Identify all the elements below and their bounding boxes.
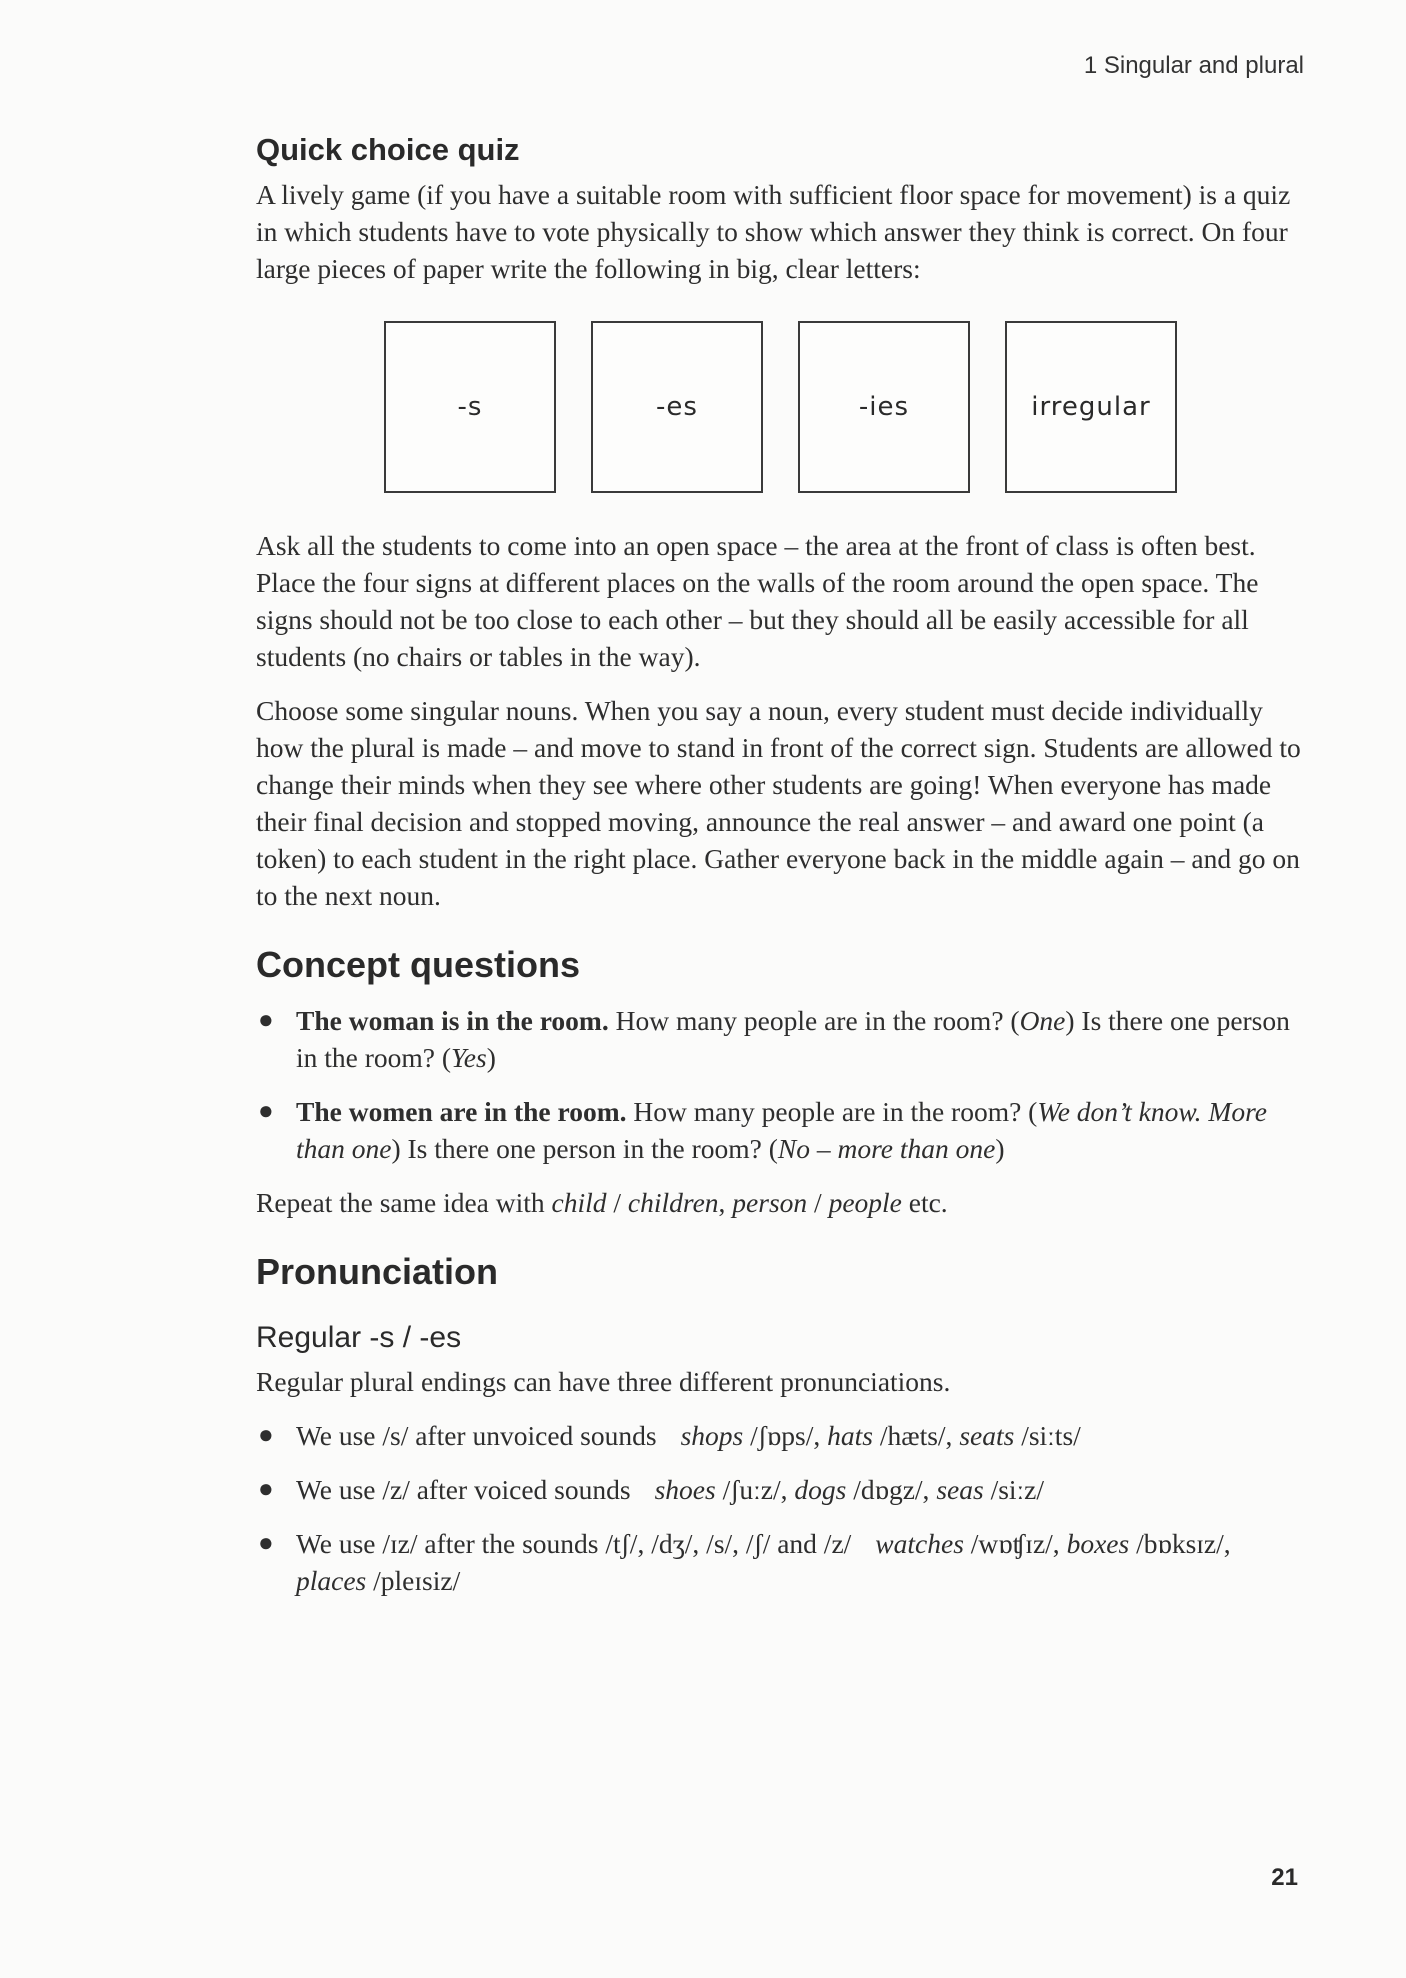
list-item: ● We use /ɪz/ after the sounds /tʃ/, /dʒ/, /s/, /ʃ/ and /z/ watches /wɒʧɪz/, boxes /bɒksɪz/, places /pleɪsiz/ [256,1525,1306,1599]
regular-s-es-heading: Regular -s / -es [256,1321,462,1354]
bullet-icon: ● [258,1420,274,1449]
quick-quiz-heading: Quick choice quiz [256,132,520,167]
list-item: ● We use /z/ after voiced sounds shoes /ʃuːz/, dogs /dɒgz/, seas /siːz/ [256,1471,1306,1508]
sign-card-ies: -ies [798,321,970,493]
bullet-icon: ● [258,1096,274,1125]
list-item: ● We use /s/ after unvoiced sounds shops /ʃɒps/, hats /hæts/, seats /siːts/ [256,1417,1306,1454]
page-number: 21 [1271,1864,1298,1891]
list-item: ● The women are in the room. How many people are in the room? (We don’t know. More than one) Is there one person in the room? (No – more than one) [256,1093,1306,1167]
sign-card-irregular: irregular [1005,321,1177,493]
quick-quiz-paragraph-1: Ask all the students to come into an open space – the area at the front of class is often best. Place the four signs at different places on the walls of the room around the open space. The signs should not be too close to each other – but they should all be easily accessible for all students (no chairs or tables in the way). [256,530,1259,672]
pronunciation-heading: Pronunciation [256,1251,498,1292]
pronunciation-list [256,1417,1306,1599]
sign-cards [384,321,1306,493]
quick-quiz-intro: A lively game (if you have a suitable room with sufficient floor space for movement) is a quiz in which students have to vote physically to show which answer they think is correct. On four large pieces of paper write the following in big, clear letters: [256,179,1291,284]
bullet-icon: ● [258,1528,274,1557]
list-item: ● The woman is in the room. How many people are in the room? (One) Is there one person in the room? (Yes) [256,1002,1306,1076]
quick-quiz-paragraph-2: Choose some singular nouns. When you say a noun, every student must decide individually how the plural is made – and move to stand in front of the correct sign. Students are allowed to change their minds when they see where other students are going! When everyone has made their final decision and stopped moving, announce the real answer – and award one point (a token) to each student in the right place. Gather everyone back in the middle again – and go on to the next noun. [256,695,1301,911]
page-content [256,132,1306,1616]
repeat-paragraph: Repeat the same idea with child / children, person / people etc. [256,1187,948,1218]
bullet-icon: ● [258,1005,274,1034]
concept-questions-list [256,1002,1306,1167]
running-head: 1 Singular and plural [1083,52,1304,79]
pronunciation-intro: Regular plural endings can have three different pronunciations. [256,1366,951,1397]
bullet-icon: ● [258,1474,274,1503]
concept-questions-heading: Concept questions [256,944,581,985]
sign-card-s: -s [384,321,556,493]
sign-card-es: -es [591,321,763,493]
